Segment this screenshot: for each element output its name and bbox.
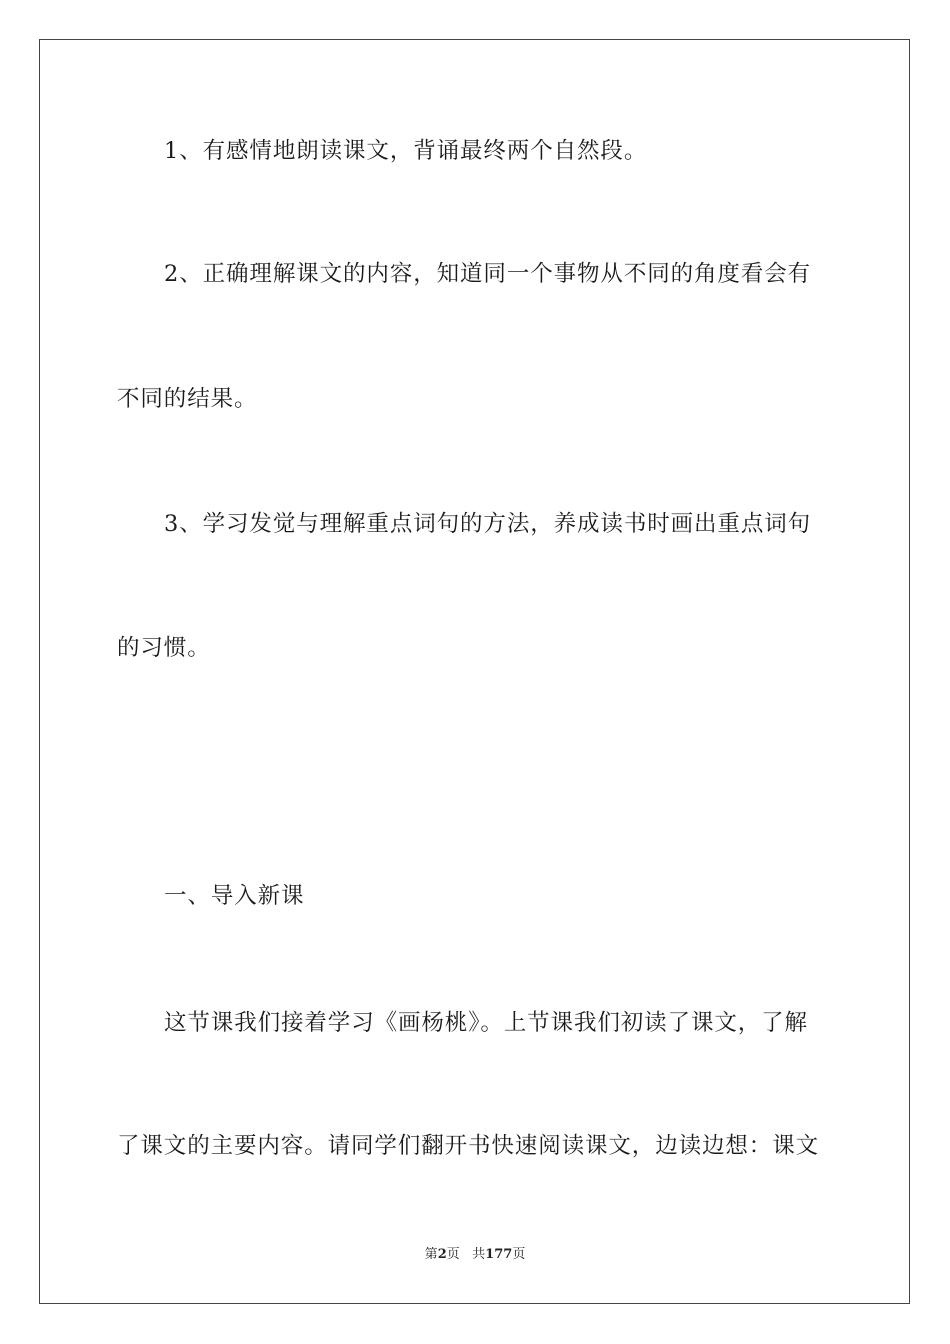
body-paragraph-line: 这节课我们接着学习《画杨桃》。上节课我们初读了课文，了解 <box>164 1010 808 1036</box>
footer-total-pages: 177 <box>485 1247 513 1262</box>
objective-3-continuation: 的习惯。 <box>117 635 211 661</box>
footer-page-number: 2 <box>437 1247 447 1262</box>
page-footer <box>0 1246 950 1264</box>
body-paragraph-continuation: 了课文的主要内容。请同学们翻开书快速阅读课文，边读边想：课文 <box>117 1133 820 1159</box>
objective-3-line: 3、学习发觉与理解重点词句的方法，养成读书时画出重点词句 <box>164 511 812 537</box>
footer-page-prefix: 第 <box>424 1247 438 1262</box>
footer-total-suffix: 页 <box>512 1247 526 1262</box>
section-heading: 一、导入新课 <box>164 883 305 909</box>
footer-total-prefix: 共 <box>472 1247 486 1262</box>
objective-2-line: 2、正确理解课文的内容，知道同一个事物从不同的角度看会有 <box>164 261 812 287</box>
objective-2-continuation: 不同的结果。 <box>117 386 258 412</box>
page-border <box>39 39 910 1304</box>
footer-page-suffix: 页 <box>446 1247 460 1262</box>
objective-1-line: 1、有感情地朗读课文，背诵最终两个自然段。 <box>164 138 648 164</box>
